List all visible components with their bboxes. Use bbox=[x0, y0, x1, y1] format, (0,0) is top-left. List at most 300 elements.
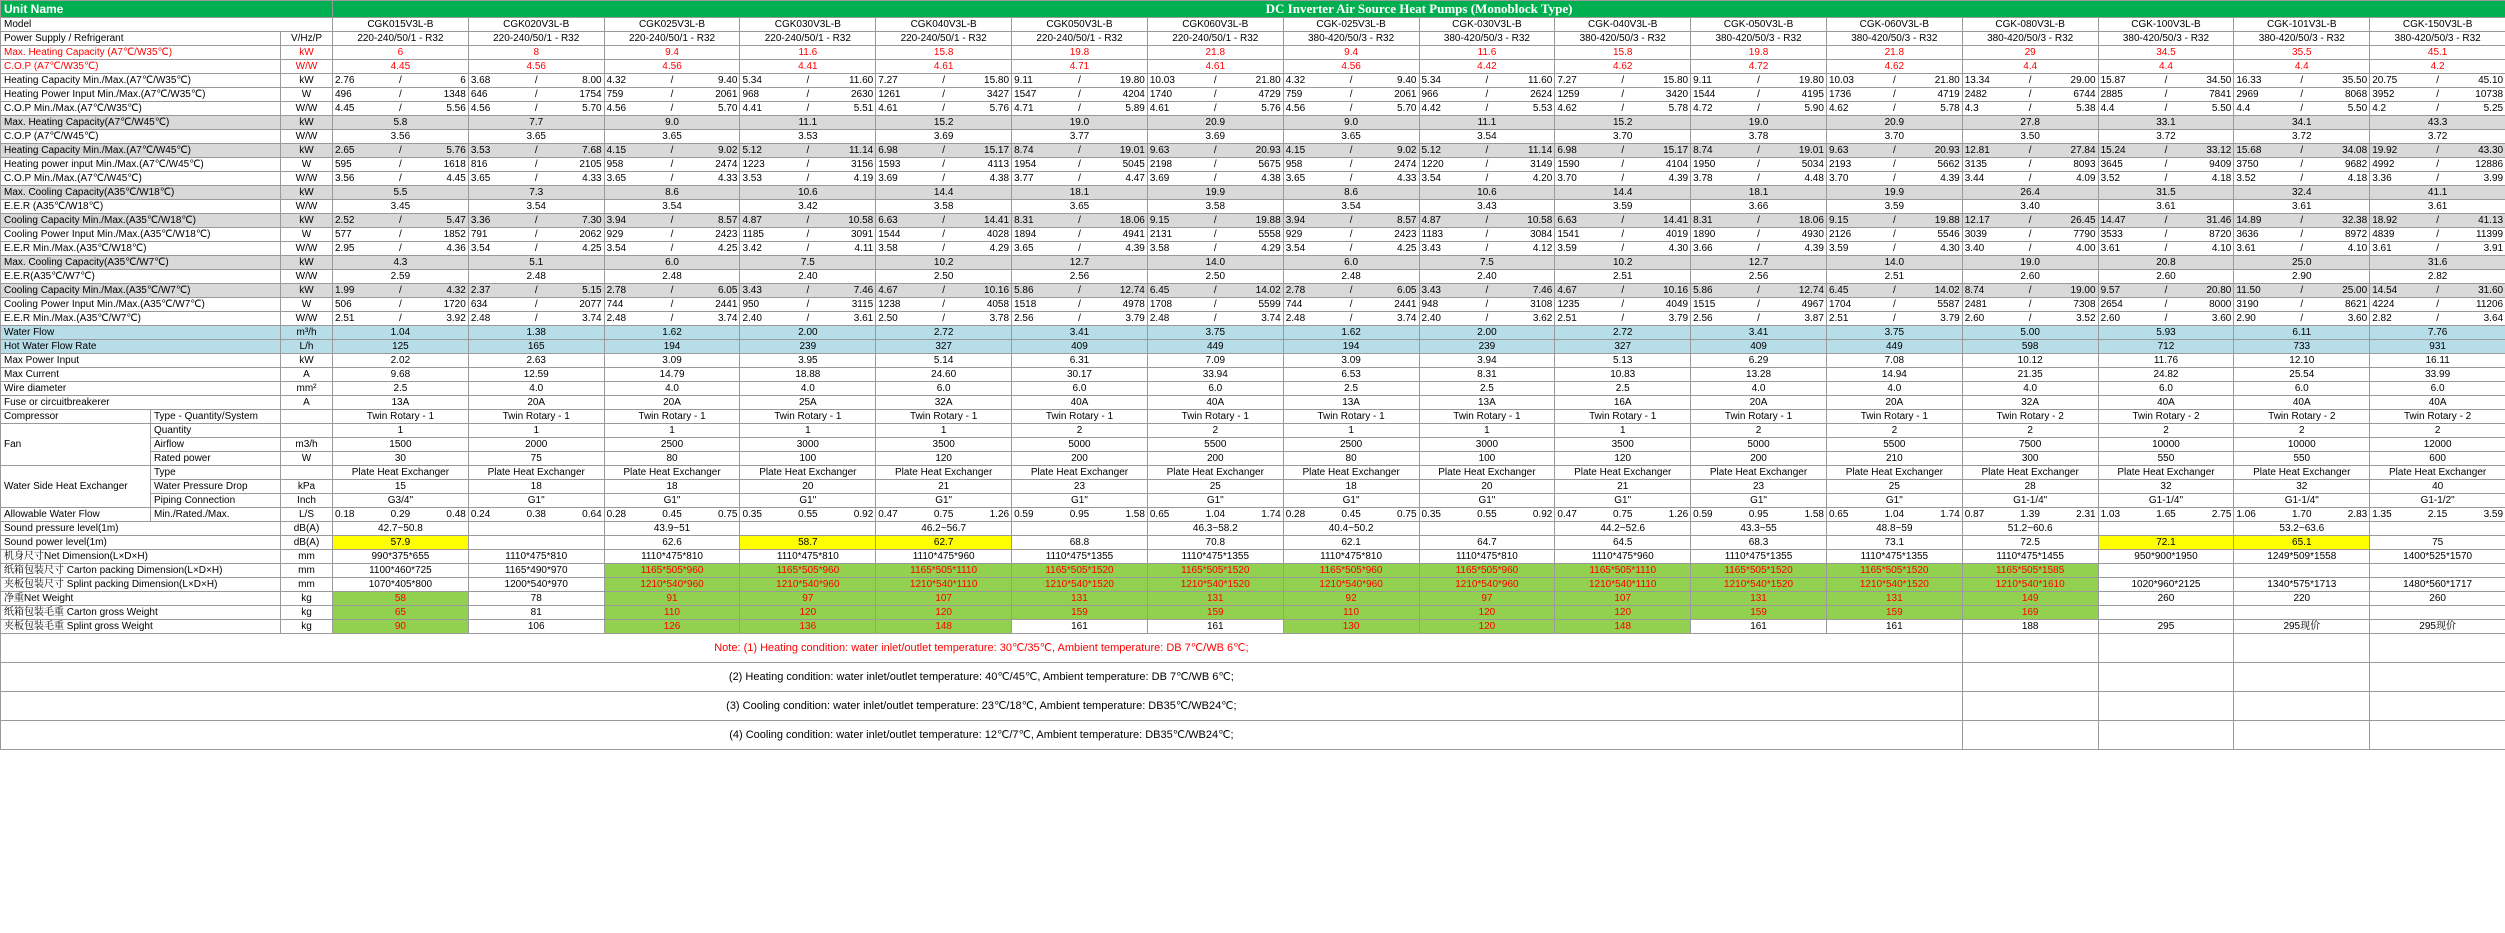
minmax-pair bbox=[2236, 158, 2367, 171]
rated-value: 1.04 bbox=[1884, 509, 1905, 520]
minmax-pair bbox=[2372, 102, 2503, 115]
table-cell: 148 bbox=[1555, 620, 1691, 634]
max-value: 5034 bbox=[1801, 159, 1824, 170]
min-value: 15.68 bbox=[2236, 145, 2262, 156]
row-unit bbox=[281, 466, 333, 480]
min-value: 14.47 bbox=[2100, 215, 2126, 226]
minmax-cell bbox=[1419, 88, 1555, 102]
minmax-cell bbox=[876, 158, 1012, 172]
minmax-cell bbox=[1826, 298, 1962, 312]
min-value: 5.12 bbox=[742, 145, 762, 156]
min-value: 744 bbox=[606, 299, 624, 310]
separator: / bbox=[534, 285, 538, 296]
minmax-pair bbox=[335, 298, 466, 311]
separator: / bbox=[2164, 173, 2168, 184]
table-cell: 90 bbox=[333, 620, 469, 634]
row-unit: A bbox=[281, 396, 333, 410]
table-cell: 73.1 bbox=[1826, 536, 1962, 550]
row-unit: kW bbox=[281, 144, 333, 158]
max-value: 5.53 bbox=[1532, 103, 1553, 114]
min-value: 958 bbox=[1285, 159, 1303, 170]
flow-triplet bbox=[878, 508, 1009, 521]
max-value: 1.26 bbox=[989, 509, 1010, 520]
rated-value: 1.04 bbox=[1205, 509, 1226, 520]
table-cell: 18.88 bbox=[740, 368, 876, 382]
max-value: 1.74 bbox=[1940, 509, 1960, 520]
table-cell: 3.41 bbox=[1691, 326, 1827, 340]
minmax-pair bbox=[1422, 312, 1553, 325]
table-cell: 97 bbox=[1419, 592, 1555, 606]
max-value: 0.92 bbox=[1532, 509, 1553, 520]
table-row bbox=[1, 200, 2505, 214]
min-value: 7.27 bbox=[878, 75, 898, 86]
minmax-pair bbox=[607, 284, 738, 297]
max-value: 3149 bbox=[1530, 159, 1553, 170]
minmax-pair bbox=[1829, 102, 1960, 115]
note-blank-cell bbox=[2370, 663, 2505, 692]
separator: / bbox=[2028, 313, 2032, 324]
min-value: 3533 bbox=[2100, 229, 2123, 240]
min-value: 3.54 bbox=[1421, 173, 1441, 184]
minmax-pair bbox=[1422, 298, 1553, 311]
flow-cell bbox=[333, 508, 469, 522]
min-value: 929 bbox=[1285, 229, 1303, 240]
max-value: 2.83 bbox=[2347, 509, 2368, 520]
minmax-cell bbox=[604, 158, 740, 172]
row-unit: dB(A) bbox=[281, 536, 333, 550]
table-row bbox=[1, 396, 2505, 410]
minmax-cell bbox=[876, 228, 1012, 242]
separator: / bbox=[1892, 89, 1896, 100]
flow-cell bbox=[1147, 508, 1283, 522]
note-blank-cell bbox=[2234, 663, 2370, 692]
table-cell: 75 bbox=[2370, 536, 2505, 550]
separator: / bbox=[2300, 229, 2304, 240]
minmax-pair bbox=[2101, 102, 2232, 115]
minmax-pair bbox=[1422, 102, 1553, 115]
min-value: 4839 bbox=[2372, 229, 2395, 240]
minmax-cell bbox=[2234, 242, 2370, 256]
min-value: 1235 bbox=[1557, 299, 1580, 310]
row-unit: kW bbox=[281, 46, 333, 60]
minmax-pair bbox=[471, 74, 602, 87]
minmax-cell bbox=[1962, 214, 2098, 228]
minmax-cell bbox=[2234, 88, 2370, 102]
separator: / bbox=[399, 243, 402, 254]
min-value: 948 bbox=[1421, 299, 1439, 310]
table-cell: 35.5 bbox=[2234, 46, 2370, 60]
table-cell: Twin Rotary - 1 bbox=[468, 410, 604, 424]
table-cell: Twin Rotary - 2 bbox=[2098, 410, 2234, 424]
max-value: 25.00 bbox=[2342, 285, 2368, 296]
min-value: 3.59 bbox=[1828, 243, 1849, 254]
minmax-pair bbox=[1965, 242, 2096, 255]
minmax-cell bbox=[2098, 172, 2234, 186]
max-value: 8000 bbox=[2209, 299, 2232, 310]
min-value: 2.76 bbox=[335, 75, 355, 86]
table-cell: 11.76 bbox=[2098, 354, 2234, 368]
min-value: 1593 bbox=[878, 159, 901, 170]
minmax-cell bbox=[604, 214, 740, 228]
minmax-pair bbox=[2236, 144, 2367, 157]
minmax-cell bbox=[1826, 88, 1962, 102]
table-cell bbox=[2234, 564, 2370, 578]
separator: / bbox=[534, 215, 538, 226]
table-cell: 4.4 bbox=[1962, 60, 2098, 74]
min-value: 0.35 bbox=[742, 509, 762, 520]
minmax-cell bbox=[1962, 284, 2098, 298]
separator: / bbox=[2164, 75, 2168, 86]
minmax-pair bbox=[471, 88, 602, 101]
max-value: 3.99 bbox=[2483, 173, 2504, 184]
table-cell: 12.7 bbox=[1012, 256, 1148, 270]
minmax-cell bbox=[604, 228, 740, 242]
separator: / bbox=[670, 103, 674, 114]
table-cell: 1210*540*960 bbox=[740, 578, 876, 592]
table-cell: 19.9 bbox=[1826, 186, 1962, 200]
table-cell: 200 bbox=[1012, 452, 1148, 466]
minmax-cell bbox=[1962, 228, 2098, 242]
table-cell: 120 bbox=[740, 606, 876, 620]
minmax-cell bbox=[604, 298, 740, 312]
separator: / bbox=[2300, 313, 2304, 324]
min-value: 3.65 bbox=[1014, 243, 1034, 254]
table-cell: 10.83 bbox=[1555, 368, 1691, 382]
minmax-cell bbox=[333, 88, 469, 102]
table-cell: 950*900*1950 bbox=[2098, 550, 2234, 564]
min-value: 966 bbox=[1421, 89, 1439, 100]
flow-triplet bbox=[1557, 508, 1688, 521]
minmax-cell bbox=[468, 144, 604, 158]
minmax-cell bbox=[1555, 312, 1691, 326]
table-cell: 194 bbox=[604, 340, 740, 354]
minmax-pair bbox=[1965, 284, 2096, 297]
table-cell: 380-420/50/3 - R32 bbox=[2098, 32, 2234, 46]
table-cell: 13A bbox=[1419, 396, 1555, 410]
max-value: 4.10 bbox=[2347, 243, 2368, 254]
table-cell: 200 bbox=[1147, 452, 1283, 466]
min-value: 3.52 bbox=[2100, 173, 2121, 184]
model-name: CGK-150V3L-B bbox=[2370, 18, 2505, 32]
min-value: 5.86 bbox=[1693, 285, 1713, 296]
minmax-cell bbox=[333, 242, 469, 256]
min-value: 816 bbox=[470, 159, 488, 170]
table-cell: 43.3~55 bbox=[1691, 522, 1827, 536]
flow-triplet bbox=[1150, 508, 1281, 521]
table-cell: 931 bbox=[2370, 340, 2505, 354]
minmax-pair bbox=[1693, 242, 1824, 255]
min-value: 4992 bbox=[2372, 159, 2395, 170]
table-cell: 15 bbox=[333, 480, 469, 494]
separator: / bbox=[2436, 285, 2440, 296]
table-cell: 2.63 bbox=[468, 354, 604, 368]
table-cell: 107 bbox=[1555, 592, 1691, 606]
minmax-pair bbox=[1693, 144, 1824, 157]
table-row bbox=[1, 480, 2505, 494]
minmax-cell bbox=[1555, 88, 1691, 102]
table-cell: 4.4 bbox=[2234, 60, 2370, 74]
table-cell: 3.42 bbox=[740, 200, 876, 214]
max-value: 4.29 bbox=[989, 243, 1010, 254]
table-cell: 2 bbox=[1962, 424, 2098, 438]
table-cell: 62.7 bbox=[876, 536, 1012, 550]
table-cell: 2.56 bbox=[1012, 270, 1148, 284]
table-cell: 1340*575*1713 bbox=[2234, 578, 2370, 592]
note-blank-cell bbox=[2098, 692, 2234, 721]
minmax-pair bbox=[1150, 102, 1281, 115]
row-unit: kg bbox=[281, 620, 333, 634]
table-cell: Plate Heat Exchanger bbox=[1962, 466, 2098, 480]
minmax-cell bbox=[468, 312, 604, 326]
max-value: 4.47 bbox=[1125, 173, 1145, 184]
separator: / bbox=[1892, 313, 1896, 324]
separator: / bbox=[2164, 243, 2168, 254]
table-cell: Plate Heat Exchanger bbox=[604, 466, 740, 480]
table-cell: 31.6 bbox=[2370, 256, 2505, 270]
table-cell bbox=[2098, 522, 2234, 536]
minmax-pair bbox=[742, 228, 873, 241]
minmax-cell bbox=[2370, 214, 2505, 228]
table-cell: 3.09 bbox=[604, 354, 740, 368]
table-cell: Twin Rotary - 1 bbox=[1826, 410, 1962, 424]
minmax-cell bbox=[1962, 242, 2098, 256]
rated-value: 0.55 bbox=[1477, 509, 1497, 520]
row-unit: kW bbox=[281, 214, 333, 228]
minmax-cell bbox=[740, 228, 876, 242]
min-value: 958 bbox=[606, 159, 624, 170]
min-value: 1.99 bbox=[335, 285, 355, 296]
row-unit: W bbox=[281, 228, 333, 242]
max-value: 11.60 bbox=[1528, 75, 1553, 86]
min-value: 2.51 bbox=[1557, 313, 1577, 324]
row-unit: W/W bbox=[281, 172, 333, 186]
minmax-pair bbox=[1150, 242, 1281, 255]
minmax-pair bbox=[1422, 242, 1553, 255]
minmax-cell bbox=[2098, 242, 2234, 256]
min-value: 1.03 bbox=[2100, 509, 2121, 520]
table-cell: 7.5 bbox=[1419, 256, 1555, 270]
max-value: 4.39 bbox=[1940, 173, 1960, 184]
table-cell: 2.60 bbox=[1962, 270, 2098, 284]
separator: / bbox=[1349, 173, 1353, 184]
max-value: 8.57 bbox=[1397, 215, 1417, 226]
minmax-cell bbox=[1147, 74, 1283, 88]
table-cell: 78 bbox=[468, 592, 604, 606]
table-cell: 3000 bbox=[1419, 438, 1555, 452]
table-cell bbox=[2234, 606, 2370, 620]
minmax-pair bbox=[1557, 172, 1688, 185]
table-cell: 24.82 bbox=[2098, 368, 2234, 382]
table-cell: 64.5 bbox=[1555, 536, 1691, 550]
min-value: 3.77 bbox=[1014, 173, 1034, 184]
model-name: CGK060V3L-B bbox=[1147, 18, 1283, 32]
min-value: 8.74 bbox=[1964, 285, 1985, 296]
minmax-cell bbox=[1283, 74, 1419, 88]
table-cell: 4.62 bbox=[1826, 60, 1962, 74]
minmax-pair bbox=[1965, 88, 2096, 101]
minmax-cell bbox=[876, 298, 1012, 312]
table-cell bbox=[1419, 522, 1555, 536]
table-cell: 239 bbox=[1419, 340, 1555, 354]
table-cell: 159 bbox=[1147, 606, 1283, 620]
min-value: 759 bbox=[1285, 89, 1303, 100]
rated-value: 0.75 bbox=[933, 509, 954, 520]
table-cell: 23 bbox=[1012, 480, 1148, 494]
table-cell: 11.6 bbox=[1419, 46, 1555, 60]
row-unit: m³/h bbox=[281, 326, 333, 340]
table-cell: 20.9 bbox=[1826, 116, 1962, 130]
table-cell: 1.38 bbox=[468, 326, 604, 340]
separator: / bbox=[2300, 159, 2304, 170]
row-unit bbox=[281, 410, 333, 424]
minmax-cell bbox=[1419, 298, 1555, 312]
max-value: 0.75 bbox=[717, 509, 738, 520]
min-value: 2.78 bbox=[1285, 285, 1306, 296]
flow-cell bbox=[604, 508, 740, 522]
separator: / bbox=[1621, 215, 1625, 226]
minmax-cell bbox=[2370, 298, 2505, 312]
min-value: 3190 bbox=[2236, 299, 2259, 310]
minmax-pair bbox=[335, 214, 466, 227]
table-row bbox=[1, 228, 2505, 242]
table-cell: 3.61 bbox=[2098, 200, 2234, 214]
minmax-cell bbox=[1691, 158, 1827, 172]
max-value: 2624 bbox=[1530, 89, 1553, 100]
separator: / bbox=[1078, 145, 1081, 156]
table-cell: 40A bbox=[2370, 396, 2505, 410]
table-cell: 210 bbox=[1826, 452, 1962, 466]
table-cell: 14.4 bbox=[876, 186, 1012, 200]
max-value: 4729 bbox=[1258, 89, 1281, 100]
separator: / bbox=[1757, 75, 1760, 86]
separator: / bbox=[806, 159, 810, 170]
row-label: Heating Capacity Min./Max.(A7℃/W35℃) bbox=[1, 74, 281, 88]
row-label: Max. Heating Capacity (A7℃/W35℃) bbox=[1, 46, 281, 60]
separator: / bbox=[2028, 75, 2032, 86]
separator: / bbox=[1892, 159, 1896, 170]
separator: / bbox=[1078, 229, 1081, 240]
table-cell: 260 bbox=[2098, 592, 2234, 606]
separator: / bbox=[942, 75, 946, 86]
table-row bbox=[1, 550, 2505, 564]
table-cell: Plate Heat Exchanger bbox=[1419, 466, 1555, 480]
minmax-pair bbox=[1286, 74, 1417, 87]
table-cell: 220-240/50/1 - R32 bbox=[876, 32, 1012, 46]
minmax-pair bbox=[607, 228, 738, 241]
minmax-pair bbox=[1286, 242, 1417, 255]
table-cell: Plate Heat Exchanger bbox=[740, 466, 876, 480]
table-cell: 62.1 bbox=[1283, 536, 1419, 550]
separator: / bbox=[670, 285, 674, 296]
table-cell: 6.53 bbox=[1283, 368, 1419, 382]
max-value: 9409 bbox=[2209, 159, 2232, 170]
minmax-cell bbox=[1012, 298, 1148, 312]
table-cell: Plate Heat Exchanger bbox=[1555, 466, 1691, 480]
flow-cell bbox=[876, 508, 1012, 522]
max-value: 7790 bbox=[2073, 229, 2096, 240]
separator: / bbox=[2164, 229, 2168, 240]
separator: / bbox=[942, 285, 946, 296]
minmax-cell bbox=[740, 74, 876, 88]
minmax-pair bbox=[1829, 242, 1960, 255]
min-value: 2.48 bbox=[470, 313, 491, 324]
table-cell: 5.14 bbox=[876, 354, 1012, 368]
table-cell: 75 bbox=[468, 452, 604, 466]
separator: / bbox=[1213, 313, 1217, 324]
minmax-cell bbox=[2370, 144, 2505, 158]
separator: / bbox=[1757, 229, 1760, 240]
min-value: 1708 bbox=[1149, 299, 1173, 310]
minmax-pair bbox=[1557, 144, 1688, 157]
table-cell: G1-1/2" bbox=[2370, 494, 2505, 508]
table-cell: 10.6 bbox=[1419, 186, 1555, 200]
table-row bbox=[1, 214, 2505, 228]
max-value: 3427 bbox=[986, 89, 1010, 100]
row-label: Max. Heating Capacity(A7℃/W45℃) bbox=[1, 116, 281, 130]
minmax-cell bbox=[2370, 102, 2505, 116]
max-value: 4967 bbox=[1801, 299, 1824, 310]
separator: / bbox=[1892, 299, 1896, 310]
minmax-cell bbox=[1419, 312, 1555, 326]
row-label: Max Current bbox=[1, 368, 281, 382]
minmax-cell bbox=[1691, 284, 1827, 298]
table-cell: 295现价 bbox=[2234, 620, 2370, 634]
min-value: 506 bbox=[335, 299, 352, 310]
minmax-pair bbox=[1557, 102, 1688, 115]
min-value: 9.15 bbox=[1828, 215, 1849, 226]
table-row bbox=[1, 382, 2505, 396]
table-cell: 32.4 bbox=[2234, 186, 2370, 200]
table-cell: 3.65 bbox=[1283, 130, 1419, 144]
title-row bbox=[1, 1, 2505, 18]
table-cell: 6.11 bbox=[2234, 326, 2370, 340]
minmax-pair bbox=[1829, 228, 1960, 241]
table-cell: 72.5 bbox=[1962, 536, 2098, 550]
separator: / bbox=[806, 299, 810, 310]
minmax-cell bbox=[1147, 228, 1283, 242]
table-cell: 40.4~50.2 bbox=[1283, 522, 1419, 536]
table-cell: 2.40 bbox=[1419, 270, 1555, 284]
max-value: 18.06 bbox=[1119, 215, 1145, 226]
max-value: 21.80 bbox=[1255, 75, 1281, 86]
unit-name-header: Unit Name bbox=[1, 1, 333, 18]
table-cell: 1 bbox=[604, 424, 740, 438]
table-cell: 20A bbox=[1826, 396, 1962, 410]
flow-triplet bbox=[1829, 508, 1960, 521]
minmax-pair bbox=[2236, 312, 2367, 325]
separator: / bbox=[2436, 173, 2440, 184]
max-value: 4028 bbox=[986, 229, 1010, 240]
minmax-pair bbox=[2372, 284, 2503, 297]
minmax-pair bbox=[607, 144, 738, 157]
max-value: 8621 bbox=[2344, 299, 2368, 310]
minmax-cell bbox=[1283, 102, 1419, 116]
max-value: 5.38 bbox=[2076, 103, 2096, 114]
min-value: 1223 bbox=[742, 159, 765, 170]
table-row bbox=[1, 172, 2505, 186]
max-value: 0.75 bbox=[1397, 509, 1417, 520]
min-value: 3.52 bbox=[2236, 173, 2256, 184]
separator: / bbox=[1349, 89, 1353, 100]
max-value: 5546 bbox=[1937, 229, 1960, 240]
max-value: 5045 bbox=[1122, 159, 1145, 170]
model-name: CGK-040V3L-B bbox=[1555, 18, 1691, 32]
minmax-pair bbox=[471, 214, 602, 227]
max-value: 11206 bbox=[2476, 299, 2504, 310]
table-cell: 449 bbox=[1826, 340, 1962, 354]
minmax-pair bbox=[1150, 312, 1281, 325]
minmax-pair bbox=[742, 74, 873, 87]
